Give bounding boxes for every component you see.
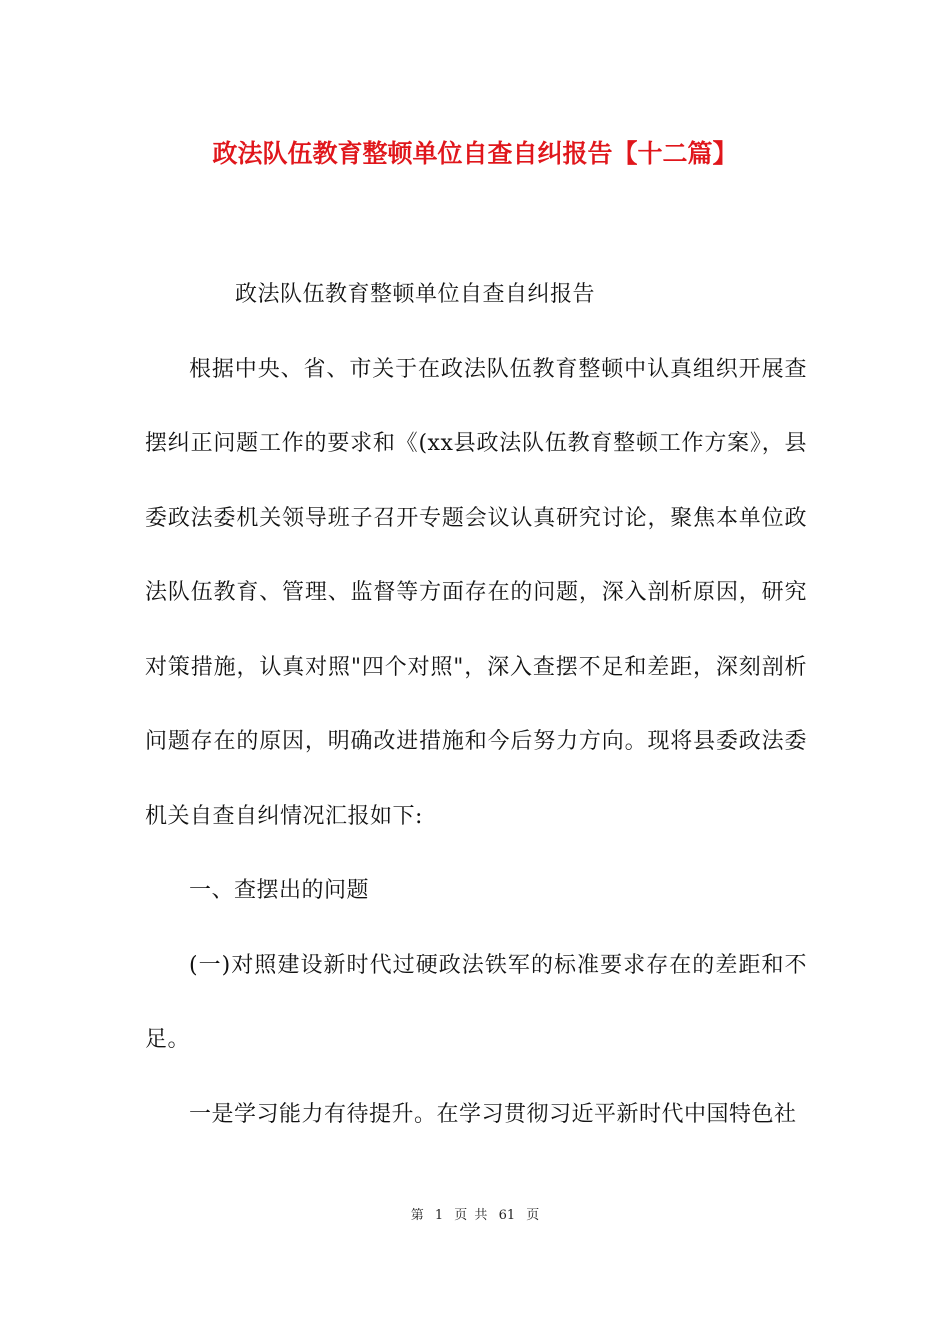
document-subtitle: 政法队伍教育整顿单位自查自纠报告 bbox=[235, 282, 596, 307]
page-footer bbox=[0, 1206, 950, 1226]
paragraph-intro: 根据中央、省、市关于在政法队伍教育整顿中认真组织开展查摆纠正问题工作的要求和《(xx县政法队伍教育整顿工作方案》，县委政法委机关领导班子召开专题会议认真研究讨论，聚焦本单位政法队伍教育、管理、监督等方面存在的问题，深入剖析原因，研究对策措施，认真对照"四个对照"，深入查摆不足和差距，深刻剖析问题存在的原因，明确改进措施和今后努力方向。现将县委政法委机关自查自纠情况汇报如下: bbox=[145, 356, 807, 829]
subsection-heading: (一)对照建设新时代过硬政法铁军的标准要求存在的差距和不足。 bbox=[145, 952, 807, 1052]
paragraph-point-one: 一是学习能力有待提升。在学习贯彻习近平新时代中国特色社 bbox=[189, 1101, 797, 1127]
document-title: 政法队伍教育整顿单位自查自纠报告【十二篇】 bbox=[212, 139, 738, 168]
footer-current-page: 1 bbox=[434, 1208, 444, 1223]
section-heading: 一、查摆出的问题 bbox=[189, 878, 370, 903]
footer-middle: 页 共 bbox=[454, 1208, 488, 1223]
footer-total-pages: 61 bbox=[498, 1208, 516, 1223]
document-body bbox=[145, 258, 807, 1152]
footer-prefix: 第 bbox=[410, 1208, 424, 1223]
footer-suffix: 页 bbox=[526, 1208, 540, 1223]
